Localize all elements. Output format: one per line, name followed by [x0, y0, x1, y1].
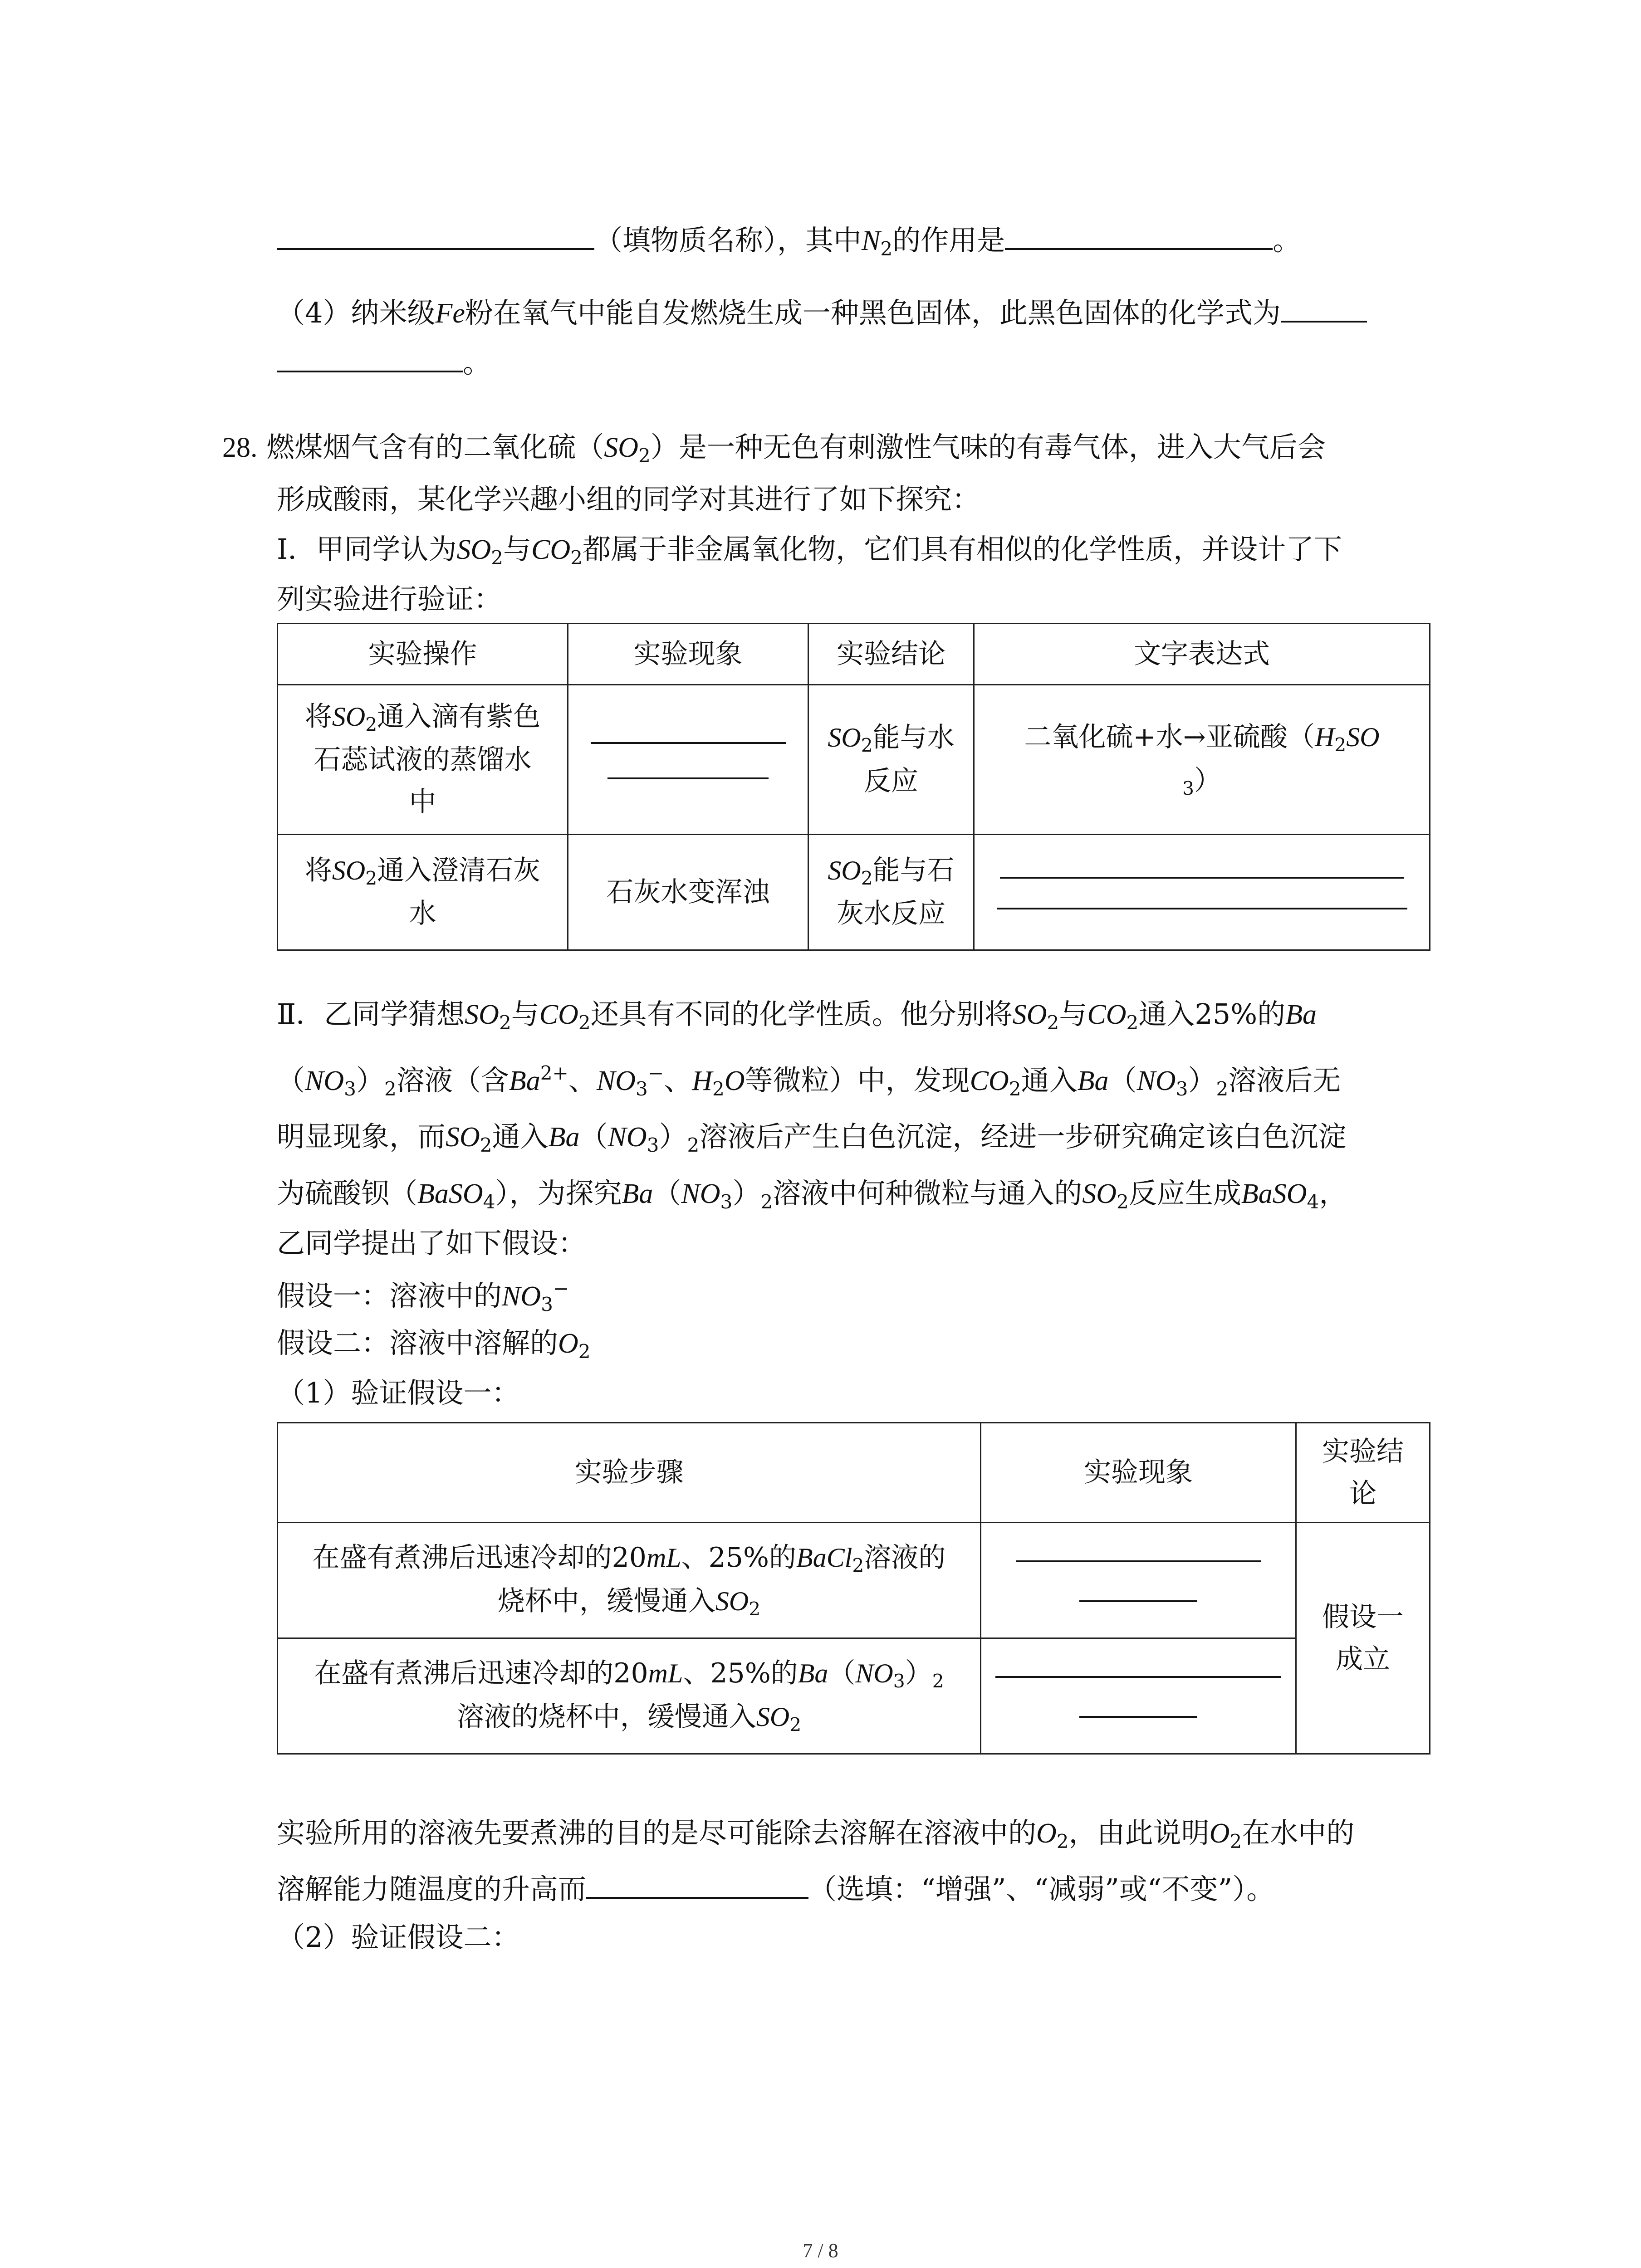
- header-cell: 实验结论: [808, 624, 974, 685]
- operation-cell: 将$SO_2$通入滴有紫色 石蕊试液的蒸馏水 中: [278, 685, 568, 835]
- answer-blank[interactable]: [997, 906, 1407, 909]
- answer-blank[interactable]: [1079, 1714, 1197, 1718]
- q27-part4-cont: 。: [277, 347, 491, 377]
- q27-part4: （4）纳米级Fe粉在氧气中能自发燃烧生成一种黑色固体，此黑色固体的化学式为: [277, 297, 1367, 327]
- conclusion-cell: $SO_2$能与水 反应: [808, 685, 974, 835]
- header-cell: 实验步骤: [278, 1423, 981, 1523]
- table-row: [278, 835, 1430, 950]
- q27-line-1: （填物质名称），其中$N_2$的作用是 。: [277, 225, 1301, 259]
- q28-section2-l4: 为硫酸钡（BaSO$_4$），为探究$Ba(NO_3)_2$溶液中何种微粒与通入的$SO_2$反应生成BaSO$_4$，: [277, 1177, 1347, 1213]
- table-row: [278, 1523, 1430, 1638]
- answer-blank[interactable]: [607, 776, 769, 779]
- verify-hypothesis-2: （2）验证假设二：: [277, 1921, 520, 1954]
- operation-cell: 将$SO_2$通入澄清石灰 水: [278, 835, 568, 950]
- equation-cell: 二氧化硫+水→亚硫酸（$H_2SO$ $_3$）: [974, 685, 1430, 835]
- answer-blank[interactable]: [1005, 225, 1273, 250]
- header-cell: 文字表达式: [974, 624, 1430, 685]
- answer-blank[interactable]: [1079, 1598, 1197, 1602]
- verify-hypothesis-1: （1）验证假设一：: [277, 1376, 520, 1409]
- header-cell: 实验结论: [1296, 1423, 1430, 1523]
- phenomenon-cell: [568, 685, 808, 835]
- answer-blank[interactable]: [591, 740, 786, 744]
- q28-tail-l1: 实验所用的溶液先要煮沸的目的是尽可能除去溶解在溶液中的$O_2$，由此说明$O_2$在水中的: [277, 1816, 1355, 1853]
- answer-blank[interactable]: [995, 1674, 1281, 1678]
- q28-intro-2: 形成酸雨，某化学兴趣小组的同学对其进行了如下探究：: [277, 483, 980, 516]
- q28-section1: Ⅰ．甲同学认为$SO_2$与$CO_2$都属于非金属氧化物，它们具有相似的化学性质，并设计了下: [277, 533, 1342, 569]
- answer-blank[interactable]: [1016, 1559, 1261, 1562]
- step-cell: 在盛有煮沸后迅速冷却的20mL、25%的$Ba(NO_3)_2$ 溶液的烧杯中，缓慢通入$SO_2$: [278, 1638, 981, 1754]
- q28-section1-2: 列实验进行验证：: [277, 582, 502, 616]
- q28-section2-l1: Ⅱ．乙同学猜想$SO_2$与$CO_2$还具有不同的化学性质。他分别将$SO_2$与$CO_2$通入25%的Ba: [277, 997, 1317, 1034]
- q28-section2-l3: 明显现象，而$SO_2$通入$Ba(NO_3)_2$溶液后产生白色沉淀，经进一步研究确定该白色沉淀: [277, 1120, 1347, 1156]
- phenomenon-cell: [981, 1523, 1296, 1638]
- page-number: 7 / 8: [803, 2239, 838, 2262]
- hypothesis-1: 假设一：溶液中的$NO_3^-$: [277, 1277, 569, 1315]
- phenomenon-cell: [981, 1638, 1296, 1754]
- q28-section2-l5: 乙同学提出了如下假设：: [277, 1227, 587, 1260]
- conclusion-cell: 假设一 成立: [1296, 1523, 1430, 1754]
- header-cell: 实验操作: [278, 624, 568, 685]
- experiment-table-2: [277, 1422, 1430, 1755]
- header-cell: 实验现象: [568, 624, 808, 685]
- hypothesis-2: 假设二：溶液中溶解的$O_2$: [277, 1326, 591, 1363]
- table-header-row: [278, 1423, 1430, 1523]
- table-row: [278, 1638, 1430, 1754]
- equation-cell: [974, 835, 1430, 950]
- answer-blank[interactable]: [586, 1873, 808, 1899]
- q28-section2-l2: $(NO_3)_2$溶液（含$Ba^{2+}$、$NO_3^-$、$H_2O$等微粒）中，发现$CO_2$通入$Ba(NO_3)_2$溶液后无: [277, 1062, 1341, 1100]
- table-row: [278, 685, 1430, 835]
- q28-intro: 28. 燃煤烟气含有的二氧化硫$(SO_2)$是一种无色有刺激性气味的有毒气体，进入大气后会: [222, 430, 1326, 467]
- table-header-row: [278, 624, 1430, 685]
- answer-blank[interactable]: [1281, 297, 1367, 323]
- experiment-table-1: [277, 623, 1430, 951]
- answer-blank[interactable]: [277, 347, 463, 372]
- q28-tail-l2: 溶解能力随温度的升高而 （选填：“增强”、“减弱”或“不变”）。: [277, 1872, 1275, 1906]
- conclusion-cell: $SO_2$能与石 灰水反应: [808, 835, 974, 950]
- answer-blank[interactable]: [277, 225, 594, 250]
- header-cell: 实验现象: [981, 1423, 1296, 1523]
- step-cell: 在盛有煮沸后迅速冷却的20mL、25%的BaCl$_2$溶液的 烧杯中，缓慢通入$SO_2$: [278, 1523, 981, 1638]
- phenomenon-cell: 石灰水变浑浊: [568, 835, 808, 950]
- answer-blank[interactable]: [1000, 875, 1404, 879]
